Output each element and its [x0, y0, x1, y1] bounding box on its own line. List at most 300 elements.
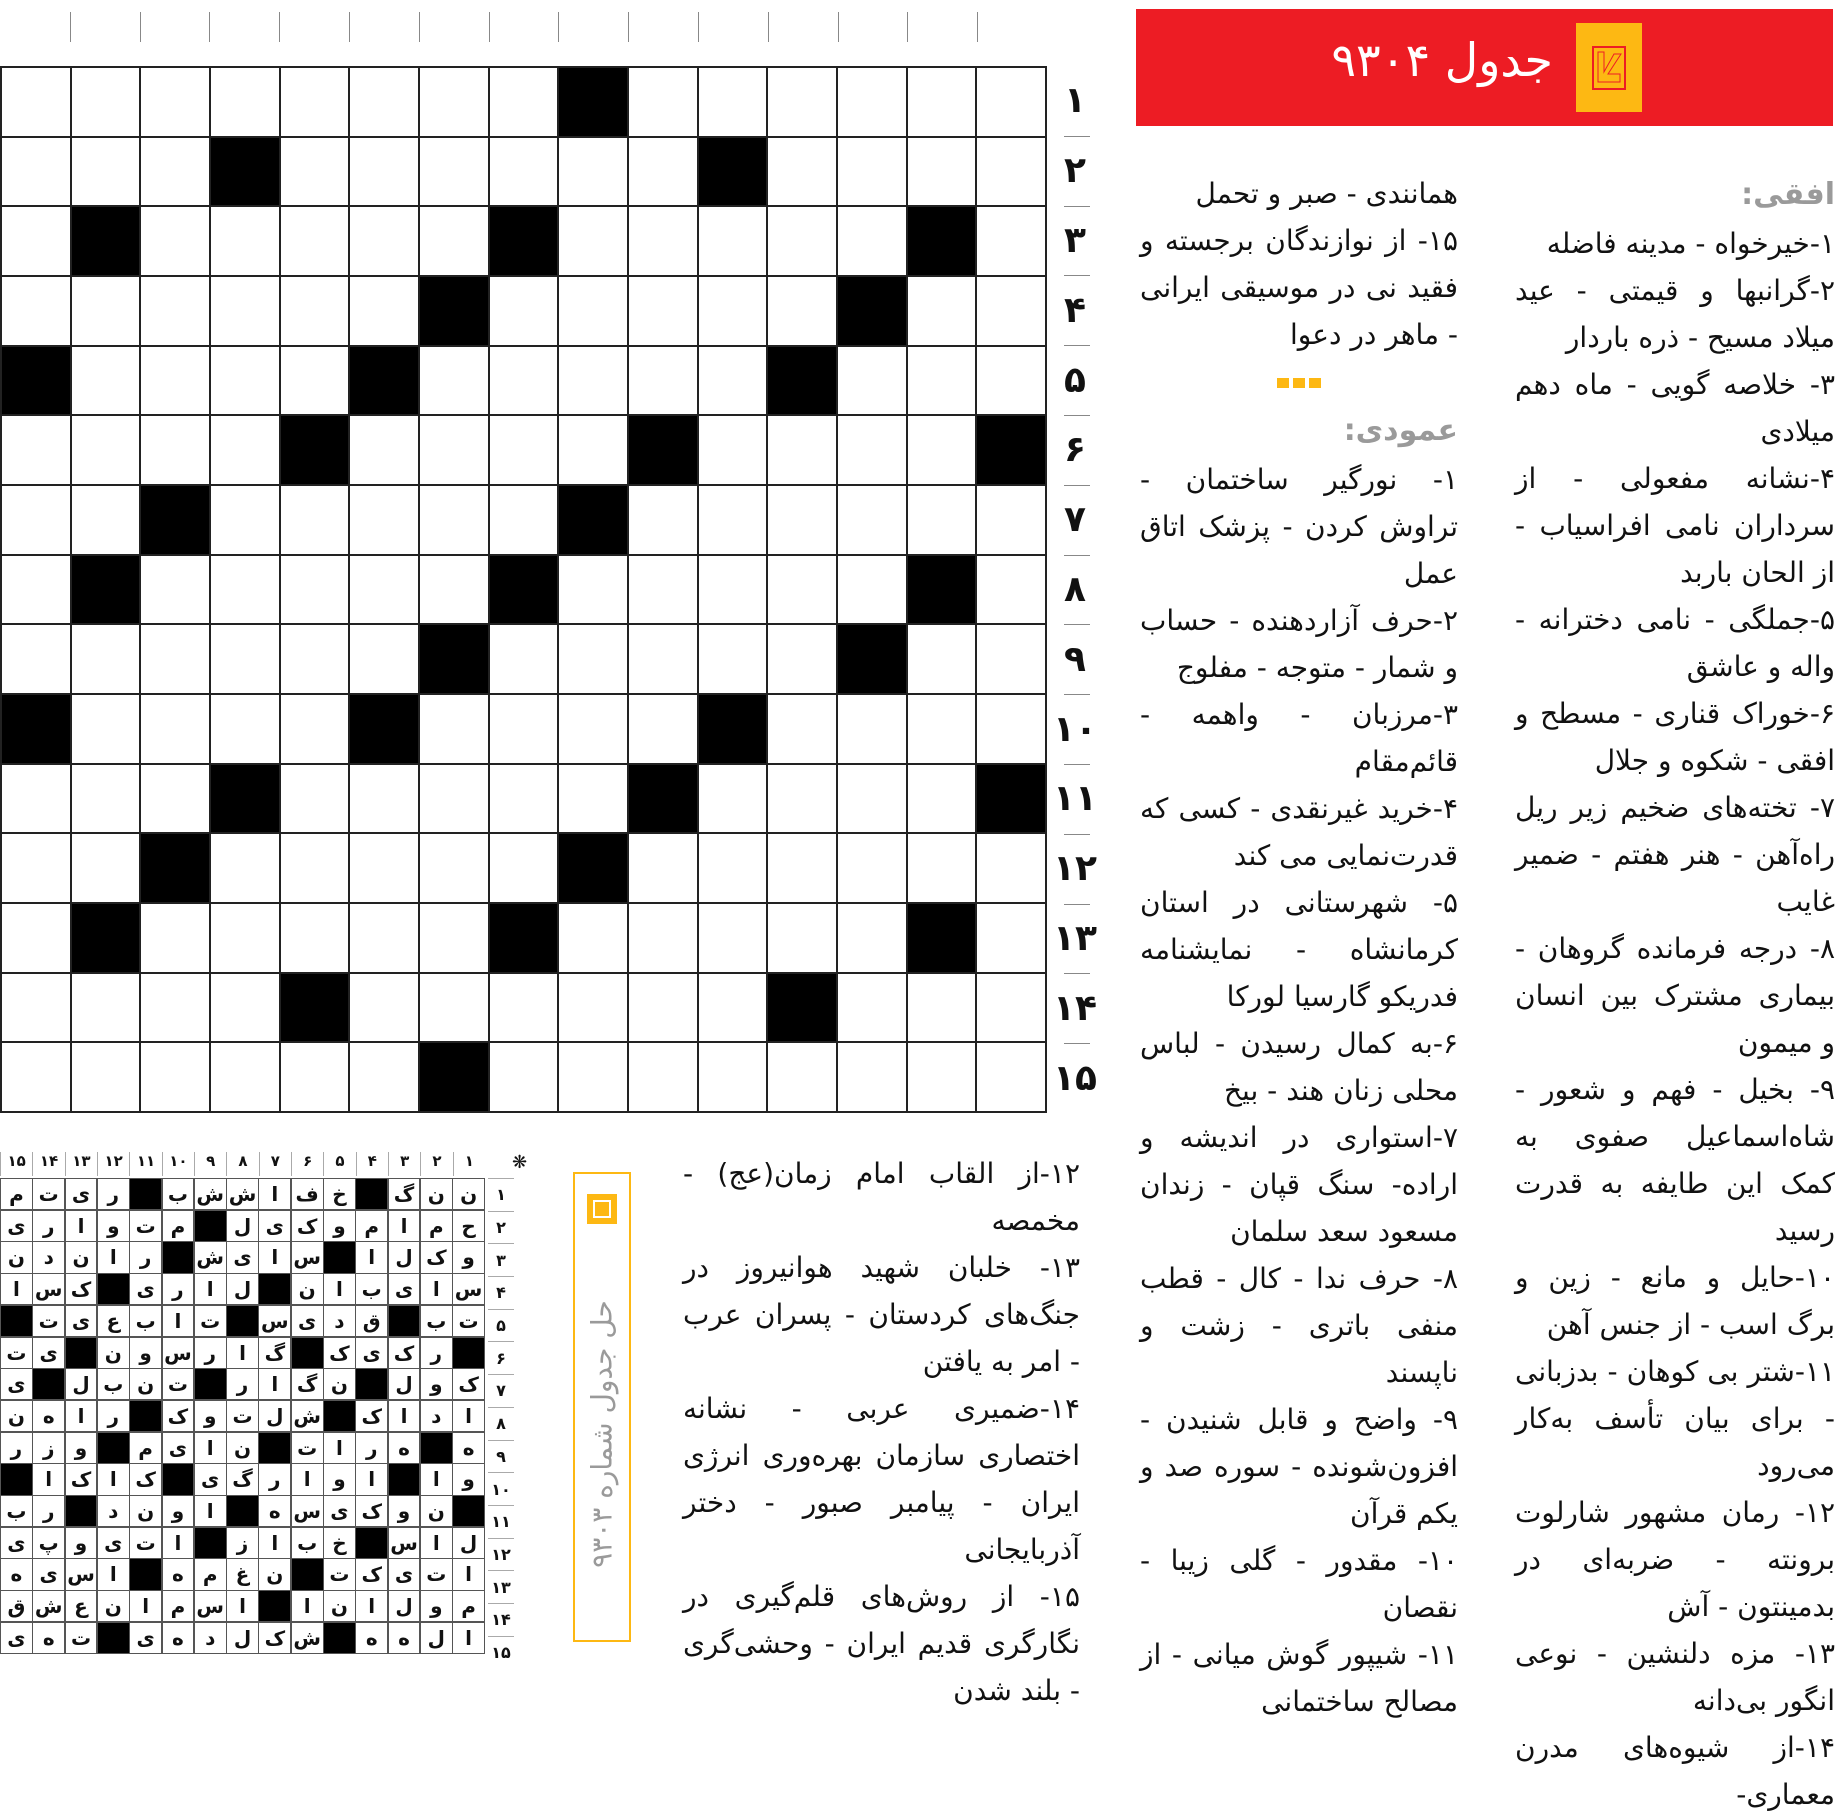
- empty-cell[interactable]: [72, 834, 140, 902]
- row-number: ۱۰: [1050, 694, 1100, 764]
- solution-letter: س: [389, 1528, 420, 1558]
- empty-cell[interactable]: [838, 904, 906, 972]
- empty-cell[interactable]: [141, 138, 209, 206]
- empty-cell[interactable]: [908, 625, 976, 693]
- empty-cell[interactable]: [908, 347, 976, 415]
- empty-cell[interactable]: [490, 68, 558, 136]
- empty-cell[interactable]: [350, 765, 418, 833]
- empty-cell[interactable]: [211, 207, 279, 275]
- empty-cell[interactable]: [420, 486, 488, 554]
- empty-cell[interactable]: [768, 486, 836, 554]
- empty-cell[interactable]: [2, 68, 70, 136]
- solution-black-cell: [259, 1591, 290, 1621]
- empty-cell[interactable]: [559, 556, 627, 624]
- solution-letter: ن: [421, 1496, 452, 1526]
- empty-cell[interactable]: [908, 765, 976, 833]
- empty-cell[interactable]: [141, 416, 209, 484]
- solution-letter: م: [356, 1211, 387, 1241]
- empty-cell[interactable]: [977, 695, 1045, 763]
- solution-letter: ن: [130, 1369, 161, 1399]
- empty-cell[interactable]: [2, 904, 70, 972]
- empty-cell[interactable]: [699, 68, 767, 136]
- empty-cell[interactable]: [211, 347, 279, 415]
- empty-cell[interactable]: [838, 695, 906, 763]
- empty-cell[interactable]: [629, 556, 697, 624]
- solution-letter: ن: [66, 1242, 97, 1272]
- empty-cell[interactable]: [420, 347, 488, 415]
- empty-cell[interactable]: [211, 834, 279, 902]
- empty-cell[interactable]: [768, 416, 836, 484]
- column-tick: [628, 12, 629, 42]
- solution-row-number: ۸: [488, 1407, 514, 1440]
- empty-cell[interactable]: [977, 207, 1045, 275]
- empty-cell[interactable]: [2, 207, 70, 275]
- solution-letter: د: [195, 1623, 226, 1653]
- solution-black-cell: [195, 1211, 226, 1241]
- arrow-down-left-icon: [587, 1194, 617, 1224]
- empty-cell[interactable]: [908, 277, 976, 345]
- empty-cell[interactable]: [72, 138, 140, 206]
- empty-cell[interactable]: [2, 765, 70, 833]
- column-tick: [349, 12, 350, 42]
- solution-letter: ر: [1, 1433, 32, 1463]
- empty-cell[interactable]: [768, 904, 836, 972]
- empty-cell[interactable]: [281, 834, 349, 902]
- black-cell: [141, 486, 209, 554]
- empty-cell[interactable]: [629, 974, 697, 1042]
- empty-cell[interactable]: [768, 207, 836, 275]
- empty-cell[interactable]: [72, 625, 140, 693]
- solution-letter: ا: [227, 1338, 258, 1368]
- empty-cell[interactable]: [2, 1043, 70, 1111]
- empty-cell[interactable]: [768, 695, 836, 763]
- empty-cell[interactable]: [699, 486, 767, 554]
- empty-cell[interactable]: [281, 486, 349, 554]
- empty-cell[interactable]: [908, 138, 976, 206]
- solution-letter: ا: [389, 1211, 420, 1241]
- empty-cell[interactable]: [490, 416, 558, 484]
- solution-letter: ب: [356, 1274, 387, 1304]
- empty-cell[interactable]: [211, 416, 279, 484]
- clue: ۱۳- خلبان شهید هوانیروز در جنگ‌های کردستان - پسران عرب - امر به یافتن: [683, 1251, 1080, 1378]
- solution-letter: و: [66, 1528, 97, 1558]
- empty-cell[interactable]: [699, 765, 767, 833]
- black-cell: [72, 904, 140, 972]
- empty-cell[interactable]: [141, 68, 209, 136]
- solution-letter: ی: [130, 1274, 161, 1304]
- empty-cell[interactable]: [281, 765, 349, 833]
- empty-cell[interactable]: [350, 207, 418, 275]
- empty-cell[interactable]: [211, 974, 279, 1042]
- empty-cell[interactable]: [559, 695, 627, 763]
- solution-black-cell: [389, 1306, 420, 1336]
- empty-cell[interactable]: [629, 138, 697, 206]
- empty-cell[interactable]: [490, 765, 558, 833]
- empty-cell[interactable]: [420, 556, 488, 624]
- empty-cell[interactable]: [977, 1043, 1045, 1111]
- empty-cell[interactable]: [629, 207, 697, 275]
- solution-letter: ا: [453, 1559, 484, 1589]
- empty-cell[interactable]: [699, 347, 767, 415]
- empty-cell[interactable]: [699, 277, 767, 345]
- empty-cell[interactable]: [350, 277, 418, 345]
- empty-cell[interactable]: [838, 416, 906, 484]
- empty-cell[interactable]: [559, 625, 627, 693]
- empty-cell[interactable]: [838, 974, 906, 1042]
- empty-cell[interactable]: [281, 625, 349, 693]
- clue: ۸- درجه فرمانده گروهان - بیماری مشترک بین انسان و میمون: [1515, 932, 1835, 1059]
- solution-letter: ف: [292, 1179, 323, 1209]
- empty-cell[interactable]: [141, 765, 209, 833]
- row-number: ۱۴: [1050, 973, 1100, 1043]
- empty-cell[interactable]: [2, 277, 70, 345]
- empty-cell[interactable]: [559, 347, 627, 415]
- empty-cell[interactable]: [977, 556, 1045, 624]
- empty-cell[interactable]: [350, 974, 418, 1042]
- empty-cell[interactable]: [838, 68, 906, 136]
- empty-cell[interactable]: [490, 1043, 558, 1111]
- solution-letter: س: [33, 1274, 64, 1304]
- empty-cell[interactable]: [72, 68, 140, 136]
- empty-cell[interactable]: [281, 695, 349, 763]
- empty-cell[interactable]: [559, 207, 627, 275]
- empty-cell[interactable]: [281, 347, 349, 415]
- solution-letter: ر: [98, 1401, 129, 1431]
- black-cell: [281, 974, 349, 1042]
- empty-cell[interactable]: [768, 68, 836, 136]
- empty-cell[interactable]: [350, 1043, 418, 1111]
- solution-black-cell: [227, 1496, 258, 1526]
- solution-letter: ی: [356, 1338, 387, 1368]
- empty-cell[interactable]: [977, 347, 1045, 415]
- solution-letter: ت: [324, 1559, 355, 1589]
- empty-cell[interactable]: [211, 486, 279, 554]
- solution-letter: ک: [453, 1369, 484, 1399]
- solution-letter: خ: [324, 1528, 355, 1558]
- empty-cell[interactable]: [490, 347, 558, 415]
- empty-cell[interactable]: [2, 416, 70, 484]
- empty-cell[interactable]: [72, 347, 140, 415]
- solution-letter: گ: [227, 1464, 258, 1494]
- empty-cell[interactable]: [72, 486, 140, 554]
- solution-letter: ی: [227, 1242, 258, 1272]
- solution-column-number: ۱: [453, 1152, 485, 1176]
- empty-cell[interactable]: [281, 207, 349, 275]
- solution-letter: ی: [33, 1338, 64, 1368]
- empty-cell[interactable]: [699, 904, 767, 972]
- empty-cell[interactable]: [72, 277, 140, 345]
- empty-cell[interactable]: [420, 695, 488, 763]
- empty-cell[interactable]: [420, 765, 488, 833]
- empty-cell[interactable]: [629, 625, 697, 693]
- solution-letter: ر: [195, 1338, 226, 1368]
- solution-letter: ا: [453, 1401, 484, 1431]
- empty-cell[interactable]: [699, 416, 767, 484]
- empty-cell[interactable]: [908, 68, 976, 136]
- empty-cell[interactable]: [211, 904, 279, 972]
- empty-cell[interactable]: [72, 416, 140, 484]
- empty-cell[interactable]: [350, 416, 418, 484]
- empty-cell[interactable]: [768, 834, 836, 902]
- empty-cell[interactable]: [838, 138, 906, 206]
- empty-cell[interactable]: [141, 695, 209, 763]
- solution-letter: ک: [356, 1401, 387, 1431]
- empty-cell[interactable]: [768, 765, 836, 833]
- black-cell: [768, 974, 836, 1042]
- column-tick: [140, 12, 141, 42]
- solution-letter: ر: [33, 1496, 64, 1526]
- crossword-grid[interactable]: [0, 66, 1047, 1113]
- empty-cell[interactable]: [629, 347, 697, 415]
- solution-letter: ی: [66, 1306, 97, 1336]
- solution-letter: ک: [292, 1211, 323, 1241]
- empty-cell[interactable]: [281, 277, 349, 345]
- solution-letter: ش: [292, 1401, 323, 1431]
- empty-cell[interactable]: [977, 974, 1045, 1042]
- solution-letter: ه: [163, 1623, 194, 1653]
- row-number: ۴: [1050, 275, 1100, 345]
- empty-cell[interactable]: [838, 556, 906, 624]
- empty-cell[interactable]: [211, 556, 279, 624]
- solution-letter: ز: [33, 1433, 64, 1463]
- empty-cell[interactable]: [908, 834, 976, 902]
- empty-cell[interactable]: [141, 625, 209, 693]
- clue: ۱۰-حایل و مانع - زین و برگ اسب - از جنس آهن: [1515, 1261, 1835, 1341]
- empty-cell[interactable]: [977, 486, 1045, 554]
- empty-cell[interactable]: [2, 556, 70, 624]
- empty-cell[interactable]: [699, 556, 767, 624]
- empty-cell[interactable]: [699, 1043, 767, 1111]
- black-cell: [908, 207, 976, 275]
- empty-cell[interactable]: [350, 625, 418, 693]
- black-cell: [420, 1043, 488, 1111]
- row-number: ۱۳: [1050, 904, 1100, 974]
- empty-cell[interactable]: [2, 486, 70, 554]
- empty-cell[interactable]: [559, 974, 627, 1042]
- empty-cell[interactable]: [629, 1043, 697, 1111]
- clue: ۶-به کمال رسیدن - لباس محلی زنان هند - بیخ: [1140, 1027, 1458, 1107]
- empty-cell[interactable]: [559, 1043, 627, 1111]
- solution-letter: ز: [227, 1528, 258, 1558]
- solution-letter: م: [130, 1433, 161, 1463]
- empty-cell[interactable]: [908, 416, 976, 484]
- empty-cell[interactable]: [977, 68, 1045, 136]
- solution-letter: ل: [453, 1528, 484, 1558]
- empty-cell[interactable]: [977, 138, 1045, 206]
- row-number: ۸: [1050, 555, 1100, 625]
- empty-cell[interactable]: [977, 277, 1045, 345]
- empty-cell[interactable]: [699, 974, 767, 1042]
- solution-letter: ا: [33, 1464, 64, 1494]
- empty-cell[interactable]: [350, 834, 418, 902]
- empty-cell[interactable]: [2, 625, 70, 693]
- empty-cell[interactable]: [350, 486, 418, 554]
- solution-column-number: ۹: [194, 1152, 226, 1176]
- empty-cell[interactable]: [559, 138, 627, 206]
- empty-cell[interactable]: [768, 625, 836, 693]
- across-heading: افقی:: [1741, 177, 1835, 212]
- empty-cell[interactable]: [420, 416, 488, 484]
- black-cell: [838, 277, 906, 345]
- solution-letter: ک: [130, 1464, 161, 1494]
- empty-cell[interactable]: [838, 765, 906, 833]
- empty-cell[interactable]: [141, 277, 209, 345]
- empty-cell[interactable]: [350, 68, 418, 136]
- empty-cell[interactable]: [141, 974, 209, 1042]
- black-cell: [629, 416, 697, 484]
- empty-cell[interactable]: [977, 904, 1045, 972]
- empty-cell[interactable]: [977, 625, 1045, 693]
- empty-cell[interactable]: [72, 695, 140, 763]
- column-tick: [558, 12, 559, 42]
- empty-cell[interactable]: [281, 904, 349, 972]
- empty-cell[interactable]: [490, 695, 558, 763]
- empty-cell[interactable]: [559, 904, 627, 972]
- solution-letter: و: [195, 1401, 226, 1431]
- empty-cell[interactable]: [838, 486, 906, 554]
- empty-cell[interactable]: [420, 68, 488, 136]
- solution-letter: ا: [324, 1433, 355, 1463]
- empty-cell[interactable]: [768, 1043, 836, 1111]
- solution-black-cell: [259, 1433, 290, 1463]
- empty-cell[interactable]: [420, 904, 488, 972]
- solution-row-number: ۳: [488, 1243, 514, 1276]
- solution-row-number: ۱۵: [488, 1636, 514, 1669]
- solution-letter: ت: [195, 1306, 226, 1336]
- solution-letter: پ: [33, 1528, 64, 1558]
- solution-letter: ی: [66, 1179, 97, 1209]
- solution-grid: [0, 1178, 485, 1654]
- empty-cell[interactable]: [629, 834, 697, 902]
- empty-cell[interactable]: [629, 277, 697, 345]
- empty-cell[interactable]: [490, 138, 558, 206]
- solution-letter: ا: [98, 1242, 129, 1272]
- black-cell: [2, 347, 70, 415]
- clue: ۱۲-از القاب امام زمان(عج) - مخمصه: [683, 1157, 1080, 1237]
- solution-letter: ه: [33, 1401, 64, 1431]
- row-number: ۱۲: [1050, 834, 1100, 904]
- solution-letter: ن: [98, 1338, 129, 1368]
- empty-cell[interactable]: [72, 974, 140, 1042]
- solution-letter: ا: [292, 1464, 323, 1494]
- empty-cell[interactable]: [838, 1043, 906, 1111]
- empty-cell[interactable]: [838, 834, 906, 902]
- empty-cell[interactable]: [211, 68, 279, 136]
- empty-cell[interactable]: [211, 1043, 279, 1111]
- empty-cell[interactable]: [908, 695, 976, 763]
- empty-cell[interactable]: [420, 207, 488, 275]
- solution-row-number: ۶: [488, 1341, 514, 1374]
- empty-cell[interactable]: [350, 138, 418, 206]
- empty-cell[interactable]: [699, 625, 767, 693]
- empty-cell[interactable]: [420, 138, 488, 206]
- column-tick: [489, 12, 490, 42]
- empty-cell[interactable]: [141, 1043, 209, 1111]
- empty-cell[interactable]: [2, 974, 70, 1042]
- empty-cell[interactable]: [559, 765, 627, 833]
- empty-cell[interactable]: [768, 277, 836, 345]
- down-clues-continued-column: [683, 1150, 1080, 1714]
- empty-cell[interactable]: [281, 556, 349, 624]
- solution-column-number: ۴: [356, 1152, 388, 1176]
- empty-cell[interactable]: [2, 834, 70, 902]
- empty-cell[interactable]: [211, 625, 279, 693]
- empty-cell[interactable]: [490, 834, 558, 902]
- solution-letter: ا: [453, 1623, 484, 1653]
- black-cell: [559, 486, 627, 554]
- empty-cell[interactable]: [281, 1043, 349, 1111]
- empty-cell[interactable]: [977, 834, 1045, 902]
- empty-cell[interactable]: [908, 1043, 976, 1111]
- solution-letter: و: [421, 1591, 452, 1621]
- solution-letter: ل: [66, 1369, 97, 1399]
- empty-cell[interactable]: [699, 834, 767, 902]
- empty-cell[interactable]: [490, 277, 558, 345]
- solution-letter: ی: [195, 1464, 226, 1494]
- solution-letter: و: [389, 1496, 420, 1526]
- empty-cell[interactable]: [141, 207, 209, 275]
- solution-letter: ل: [389, 1591, 420, 1621]
- solution-letter: ش: [33, 1591, 64, 1621]
- empty-cell[interactable]: [838, 347, 906, 415]
- solution-black-cell: [98, 1433, 129, 1463]
- clue: ۱۳- مزه دلنشین - نوعی انگور بی‌دانه: [1515, 1637, 1835, 1717]
- empty-cell[interactable]: [420, 974, 488, 1042]
- row-number: ۵: [1050, 345, 1100, 415]
- empty-cell[interactable]: [350, 556, 418, 624]
- empty-cell[interactable]: [141, 556, 209, 624]
- empty-cell[interactable]: [699, 207, 767, 275]
- empty-cell[interactable]: [211, 277, 279, 345]
- clue: ۱- نورگیر ساختمان - تراوش کردن - پزشک اتاق عمل: [1140, 463, 1458, 590]
- empty-cell[interactable]: [908, 486, 976, 554]
- empty-cell[interactable]: [350, 904, 418, 972]
- solution-letter: ر: [98, 1179, 129, 1209]
- empty-cell[interactable]: [768, 138, 836, 206]
- empty-cell[interactable]: [559, 416, 627, 484]
- empty-cell[interactable]: [72, 765, 140, 833]
- empty-cell[interactable]: [908, 974, 976, 1042]
- empty-cell[interactable]: [768, 556, 836, 624]
- empty-cell[interactable]: [490, 625, 558, 693]
- solution-row-number: ۴: [488, 1276, 514, 1309]
- empty-cell[interactable]: [72, 1043, 140, 1111]
- clue: ۱۱- شیپور گوش میانی - از مصالح ساختمانی: [1140, 1638, 1458, 1718]
- empty-cell[interactable]: [490, 974, 558, 1042]
- empty-cell[interactable]: [490, 486, 558, 554]
- empty-cell[interactable]: [629, 695, 697, 763]
- empty-cell[interactable]: [281, 138, 349, 206]
- clue: ۱-خیرخواه - مدینه فاضله: [1546, 227, 1835, 260]
- black-cell: [211, 138, 279, 206]
- empty-cell[interactable]: [629, 486, 697, 554]
- empty-cell[interactable]: [559, 277, 627, 345]
- empty-cell[interactable]: [211, 695, 279, 763]
- solution-letter: ل: [259, 1401, 290, 1431]
- empty-cell[interactable]: [141, 904, 209, 972]
- empty-cell[interactable]: [2, 138, 70, 206]
- empty-cell[interactable]: [838, 207, 906, 275]
- solution-letter: د: [421, 1401, 452, 1431]
- empty-cell[interactable]: [629, 68, 697, 136]
- empty-cell[interactable]: [629, 904, 697, 972]
- solution-column-number: ۳: [388, 1152, 420, 1176]
- empty-cell[interactable]: [420, 834, 488, 902]
- solution-letter: ا: [356, 1591, 387, 1621]
- solution-black-cell: [98, 1274, 129, 1304]
- empty-cell[interactable]: [141, 347, 209, 415]
- empty-cell[interactable]: [281, 68, 349, 136]
